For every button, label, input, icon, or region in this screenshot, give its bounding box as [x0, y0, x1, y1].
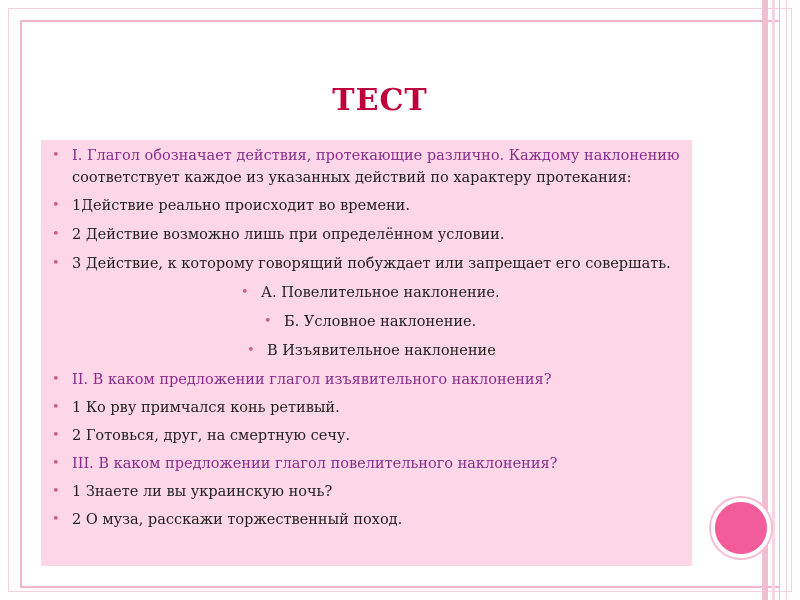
bullet-icon: •	[52, 227, 60, 242]
bullet-icon: •	[52, 400, 60, 415]
decorative-circle-icon	[711, 498, 771, 558]
bullet-icon: •	[52, 372, 60, 387]
question-2	[52, 369, 552, 391]
bullet-icon: •	[52, 256, 60, 271]
bullet-icon: •	[52, 198, 60, 213]
option-text: В Изъявительное наклонение	[267, 343, 496, 359]
decorative-stripe	[779, 0, 780, 600]
list-item	[52, 397, 340, 419]
list-item	[52, 195, 410, 217]
bullet-icon: •	[241, 285, 249, 300]
option-a	[241, 282, 500, 304]
list-item	[52, 481, 333, 503]
question-text: I. Глагол обозначает действия, протекающие различно. Каждому наклонению	[72, 148, 680, 164]
bullet-icon: •	[52, 148, 60, 163]
question-1-line-2	[72, 167, 632, 189]
option-text: А. Повелительное наклонение.	[261, 285, 500, 301]
list-item-text: 2 О муза, расскажи торжественный поход.	[72, 512, 403, 528]
question-text: соответствует каждое из указанных действий по характеру протекания:	[72, 170, 632, 186]
bullet-icon: •	[264, 314, 272, 329]
list-item-text: 3 Действие, к которому говорящий побуждает или запрещает его совершать.	[72, 256, 671, 272]
bullet-icon: •	[52, 456, 60, 471]
slide-title: ТЕСТ	[332, 83, 428, 118]
bullet-icon: •	[52, 512, 60, 527]
list-item	[52, 224, 505, 246]
list-item-text: 2 Действие возможно лишь при определённом условии.	[72, 227, 505, 243]
option-text: Б. Условное наклонение.	[284, 314, 477, 330]
bullet-icon: •	[247, 343, 255, 358]
question-1-line-1	[52, 145, 680, 167]
decorative-stripe	[786, 0, 787, 600]
bullet-icon: •	[52, 428, 60, 443]
question-text: II. В каком предложении глагол изъявительного наклонения?	[72, 372, 552, 388]
question-3	[52, 453, 558, 475]
list-item-text: 1 Ко рву примчался конь ретивый.	[72, 400, 340, 416]
question-text: III. В каком предложении глагол повелительного наклонения?	[72, 456, 558, 472]
option-c	[247, 340, 496, 362]
list-item-text: 1 Знаете ли вы украинскую ночь?	[72, 484, 333, 500]
list-item-text: 2 Готовься, друг, на смертную сечу.	[72, 428, 351, 444]
list-item	[52, 509, 403, 531]
bullet-icon: •	[52, 484, 60, 499]
decorative-stripe	[772, 0, 775, 600]
list-item	[52, 425, 351, 447]
option-b	[264, 311, 477, 333]
list-item-text: 1Действие реально происходит во времени.	[72, 198, 410, 214]
list-item	[52, 253, 671, 275]
